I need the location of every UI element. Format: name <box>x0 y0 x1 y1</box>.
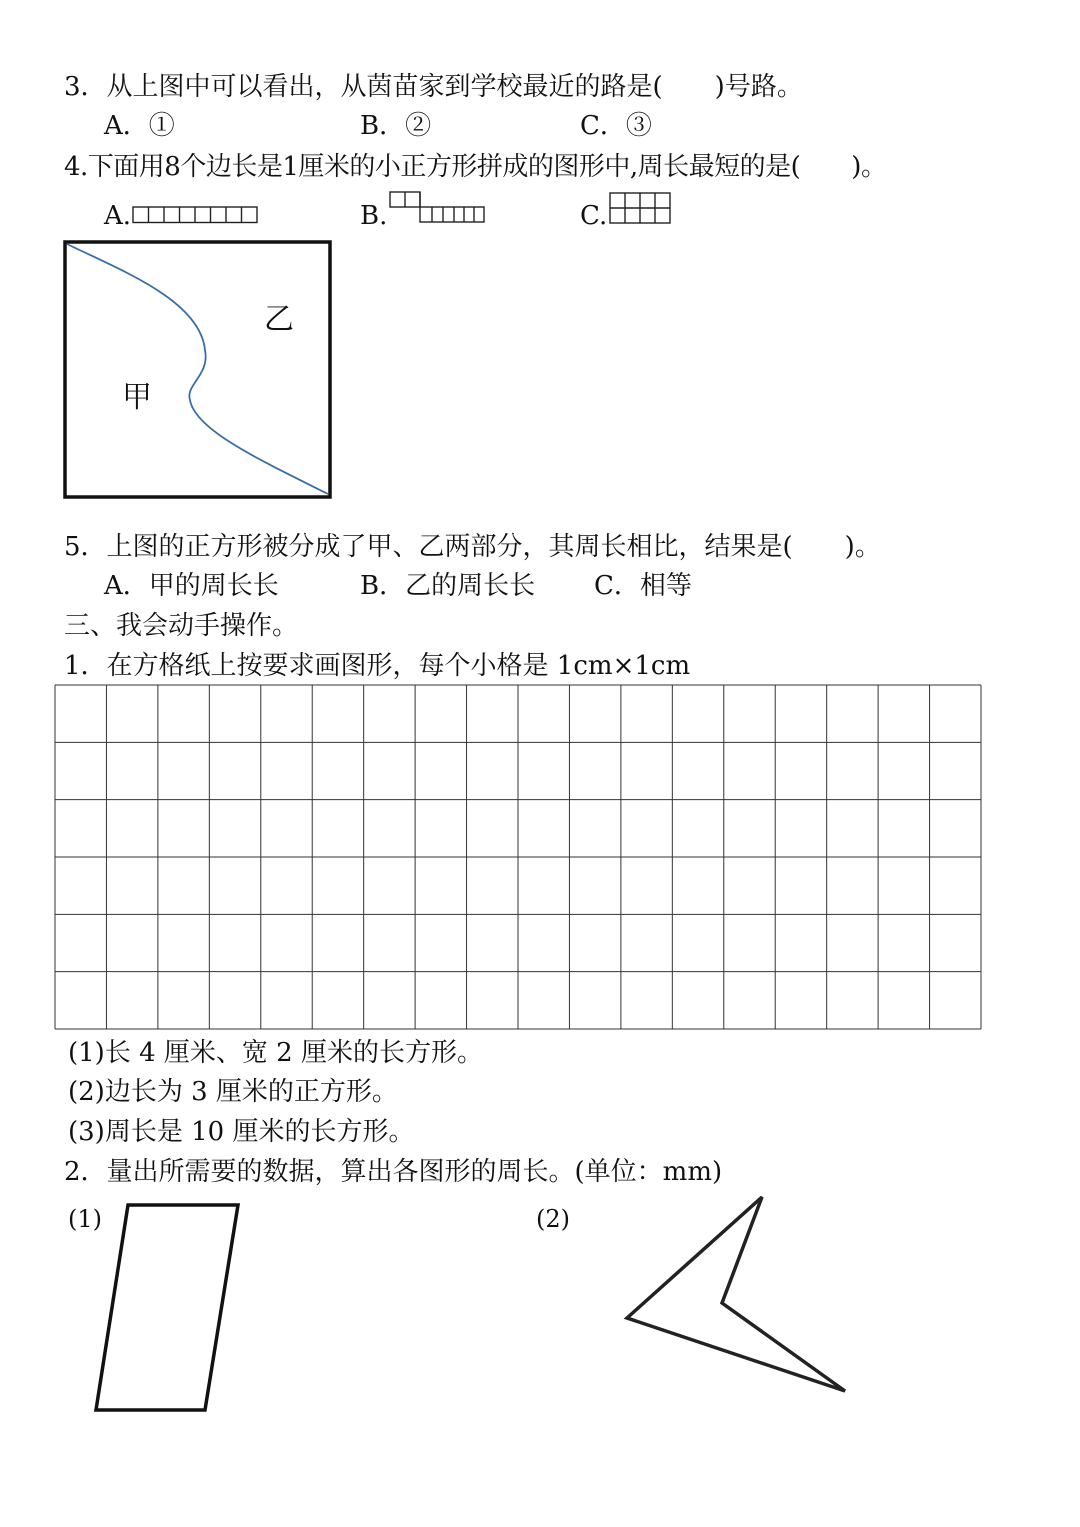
section-3-title: 三、我会动手操作。 <box>64 611 299 641</box>
question-3-text: 3．从上图中可以看出，从茵苗家到学校最近的路是( )号路。 <box>64 72 803 102</box>
q3-option-c[interactable]: C．③ <box>580 111 652 141</box>
q4-shape-c-block <box>610 193 670 223</box>
q4-option-c[interactable]: C. <box>580 201 608 231</box>
square-grid-paper[interactable] <box>55 685 981 1029</box>
q5-option-b[interactable]: B．乙的周长长 <box>360 571 536 601</box>
task-1-item-3: (3)周长是 10 厘米的长方形。 <box>68 1117 415 1147</box>
q4-shape-b-stepped <box>390 192 484 222</box>
q4-option-b[interactable]: B. <box>360 201 388 231</box>
q3-option-a[interactable]: A．① <box>104 111 175 141</box>
dividing-curve <box>67 244 328 494</box>
q5-option-a[interactable]: A．甲的周长长 <box>104 571 279 601</box>
question-4-text: 4.下面用8个边长是1厘米的小正方形拼成的图形中,周长最短的是( )。 <box>64 152 887 182</box>
q4-option-a[interactable]: A. <box>104 201 132 231</box>
q3-option-b[interactable]: B．② <box>360 111 432 141</box>
parallelogram-figure <box>96 1205 238 1410</box>
task-1-text: 1．在方格纸上按要求画图形，每个小格是 1cm×1cm <box>64 651 691 681</box>
task-1-item-1: (1)长 4 厘米、宽 2 厘米的长方形。 <box>68 1038 483 1068</box>
question-5-text: 5．上图的正方形被分成了甲、乙两部分，其周长相比，结果是( )。 <box>64 532 881 562</box>
region-label-jia: 甲 <box>122 380 152 415</box>
q4-shape-a-strip <box>133 207 257 223</box>
figure-2-label: (2) <box>536 1205 570 1233</box>
figure-1-label: (1) <box>68 1205 102 1233</box>
divided-square <box>65 242 330 497</box>
q5-option-c[interactable]: C．相等 <box>594 571 692 601</box>
region-label-yi: 乙 <box>264 302 294 337</box>
arrowhead-figure <box>627 1197 845 1391</box>
task-2-text: 2．量出所需要的数据，算出各图形的周长。(单位：mm) <box>64 1157 723 1187</box>
task-1-item-2: (2)边长为 3 厘米的正方形。 <box>68 1077 398 1107</box>
